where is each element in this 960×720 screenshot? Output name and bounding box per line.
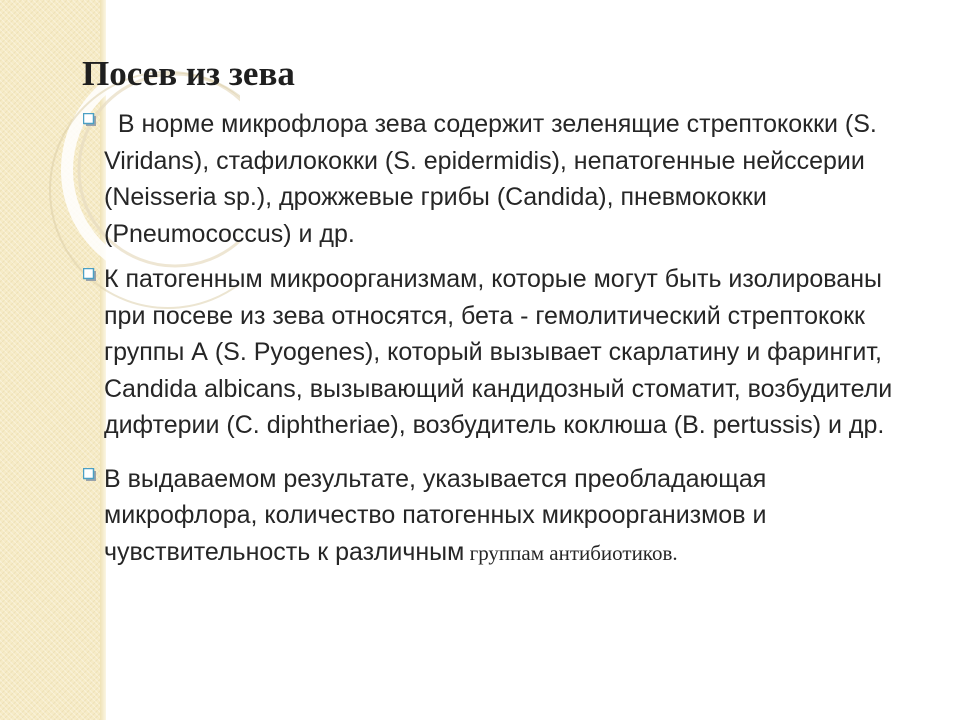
bullet-text <box>104 461 920 572</box>
square-bullet-icon <box>83 113 97 127</box>
bullet-text-tail: группам антибиотиков. <box>464 540 678 565</box>
square-bullet-icon <box>83 268 97 282</box>
bullet-text-main: В выдаваемом результате, указывается преобладающая микрофлора, количество патогенных микроорганизмов и чувствительность к различным <box>104 464 767 566</box>
bullet-list <box>80 106 920 588</box>
square-bullet-icon <box>83 468 97 482</box>
list-item <box>80 106 920 252</box>
bullet-text: К патогенным микроорганизмам, которые могут быть изолированы при посеве из зева относятся, бета - гемолитический стрептококк группы А (S. Pyogenes), который вызывает скарлатину и фарингит, Candida albicans, вызывающий кандидозный стоматит, возбудители дифтерии (C. diphtheriae), возбудитель коклюша (B. pertussis) и др. <box>104 265 893 439</box>
bullet-text: В норме микрофлора зева содержит зеленящие стрептококки (S. Viridans), стафилококки (S. epidermidis), непатогенные нейссерии (Neisseria sp.), дрожжевые грибы (Candida), пневмококки (Pneumococcus) и др. <box>104 110 884 248</box>
list-item <box>80 261 920 444</box>
list-item <box>80 461 920 572</box>
page-title: Посев из зева <box>82 54 295 93</box>
